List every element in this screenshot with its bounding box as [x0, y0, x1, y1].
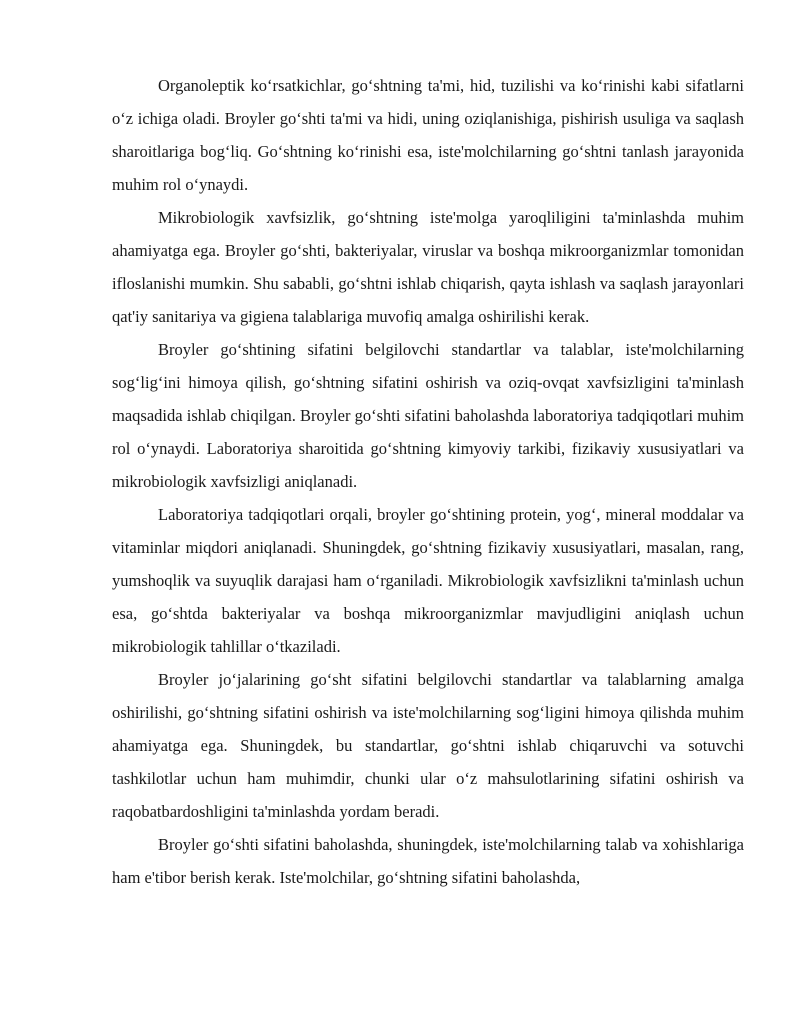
paragraph-consumer-preferences: Broyler go‘shti sifatini baholashda, shuningdek, iste'molchilarning talab va xohishlariga ham e'tibor berish kerak. Iste'molchilar, go‘shtning sifatini baholashda,	[112, 835, 744, 887]
paragraph-organoleptic: Organoleptik ko‘rsatkichlar, go‘shtning ta'mi, hid, tuzilishi va ko‘rinishi kabi sifatlarni o‘z ichiga oladi. Broyler go‘shti ta'mi va hidi, uning oziqlanishiga, pishirish usuliga va saqlash sharoitlariga bog‘liq. Go‘shtning ko‘rinishi esa, iste'molchilarning go‘shtni tanlash jarayonida muhim rol o‘ynaydi.	[112, 76, 744, 194]
paragraph-standards: Broyler go‘shtining sifatini belgilovchi standartlar va talablar, iste'molchilarning sog‘lig‘ini himoya qilish, go‘shtning sifatini oshirish va oziq-ovqat xavfsizligini ta'minlash maqsadida ishlab chiqilgan. Broyler go‘shti sifatini baholashda laboratoriya tadqiqotlari muhim rol o‘ynaydi. Laboratoriya sharoitida go‘shtning kimyoviy tarkibi, fizikaviy xususiyatlari va mikrobiologik xavfsizligi aniqlanadi.	[112, 340, 744, 491]
document-page	[112, 69, 744, 894]
paragraph-microbiological-safety: Mikrobiologik xavfsizlik, go‘shtning iste'molga yaroqliligini ta'minlashda muhim ahamiyatga ega. Broyler go‘shti, bakteriyalar, viruslar va boshqa mikroorganizmlar tomonidan ifloslanishi mumkin. Shu sababli, go‘shtni ishlab chiqarish, qayta ishlash va saqlash jarayonlari qat'iy sanitariya va gigiena talablariga muvofiq amalga oshirilishi kerak.	[112, 208, 744, 326]
paragraph-standards-importance: Broyler jo‘jalarining go‘sht sifatini belgilovchi standartlar va talablarning amalga oshirilishi, go‘shtning sifatini oshirish va iste'molchilarning sog‘ligini himoya qilishda muhim ahamiyatga ega. Shuningdek, bu standartlar, go‘shtni ishlab chiqaruvchi va sotuvchi tashkilotlar uchun ham muhimdir, chunki ular o‘z mahsulotlarining sifatini oshirish va raqobatbardoshligini ta'minlashda yordam beradi.	[112, 670, 744, 821]
paragraph-laboratory-research: Laboratoriya tadqiqotlari orqali, broyler go‘shtining protein, yog‘, mineral moddalar va vitaminlar miqdori aniqlanadi. Shuningdek, go‘shtning fizikaviy xususiyatlari, masalan, rang, yumshoqlik va suyuqlik darajasi ham o‘rganiladi. Mikrobiologik xavfsizlikni ta'minlash uchun esa, go‘shtda bakteriyalar va boshqa mikroorganizmlar mavjudligini aniqlash uchun mikrobiologik tahlillar o‘tkaziladi.	[112, 505, 744, 656]
